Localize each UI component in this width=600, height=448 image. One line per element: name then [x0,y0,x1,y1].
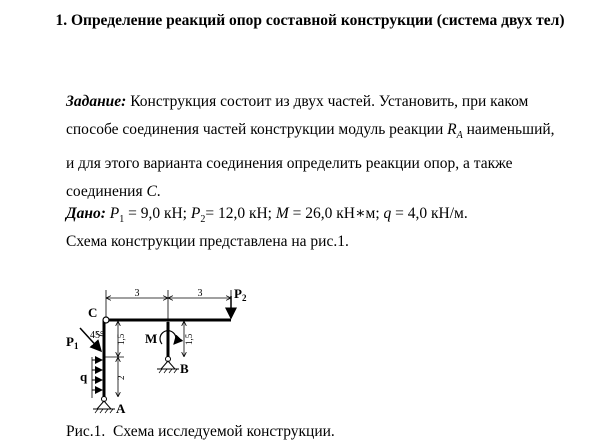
given-line: Дано: $P_1 = 9,0$ кН; $P_2= 12,0$ кН; M = 26,0 кН∗м; q = 4,0 кН/м. [66,205,468,226]
angle-label: 45° [90,330,104,341]
top-dimension [106,288,231,322]
scheme-note: Схема конструкции представлена на рис.1. [66,233,349,250]
ra-symbol: $R_A$ [447,121,463,142]
label-a: A [116,401,126,416]
figure-caption: Рис.1. Схема исследуемой конструкции. [66,423,335,440]
c-symbol: C [146,183,157,201]
distributed-load [80,357,102,398]
label-m: M [145,331,158,346]
support-b [157,357,189,377]
dim-left-lower: 2 [116,375,126,380]
label-b: B [180,361,189,376]
dim-top-left: 3 [134,288,140,299]
dim-top-right: 3 [197,288,203,299]
given-label: Дано: [66,205,106,222]
task-text-2: наименьший, и для этого варианта соединения определить реакции опор, а также соединения [66,121,555,201]
page-title: 1. Определение реакций опор составной конструкции (система двух тел) [55,12,565,29]
support-a [93,397,126,417]
dim-left-upper: 1,5 [116,333,126,345]
label-p2: $P_2$ [234,286,247,303]
task-paragraph: Задание: Конструкция состоит из двух частей. Установить, при каком способе соединения частей конструкции модуль реакции $R_A$ наименьший, и для этого варианта соединения определить реакции опор, а также соединения C. [66,93,555,201]
hinge-c [103,317,109,323]
task-text-1: Конструкция состоит из двух частей. Установить, при каком способе соединения частей конструкции модуль реакции [66,93,529,138]
left-dimension [104,322,126,396]
label-p1: $P_1$ [66,334,79,351]
label-q: q [80,369,88,384]
mid-dimension [184,322,194,356]
dim-mid: 1,5 [184,333,194,345]
moment-m [145,331,176,346]
task-label: Задание: [66,93,127,110]
label-c: C [88,305,98,320]
